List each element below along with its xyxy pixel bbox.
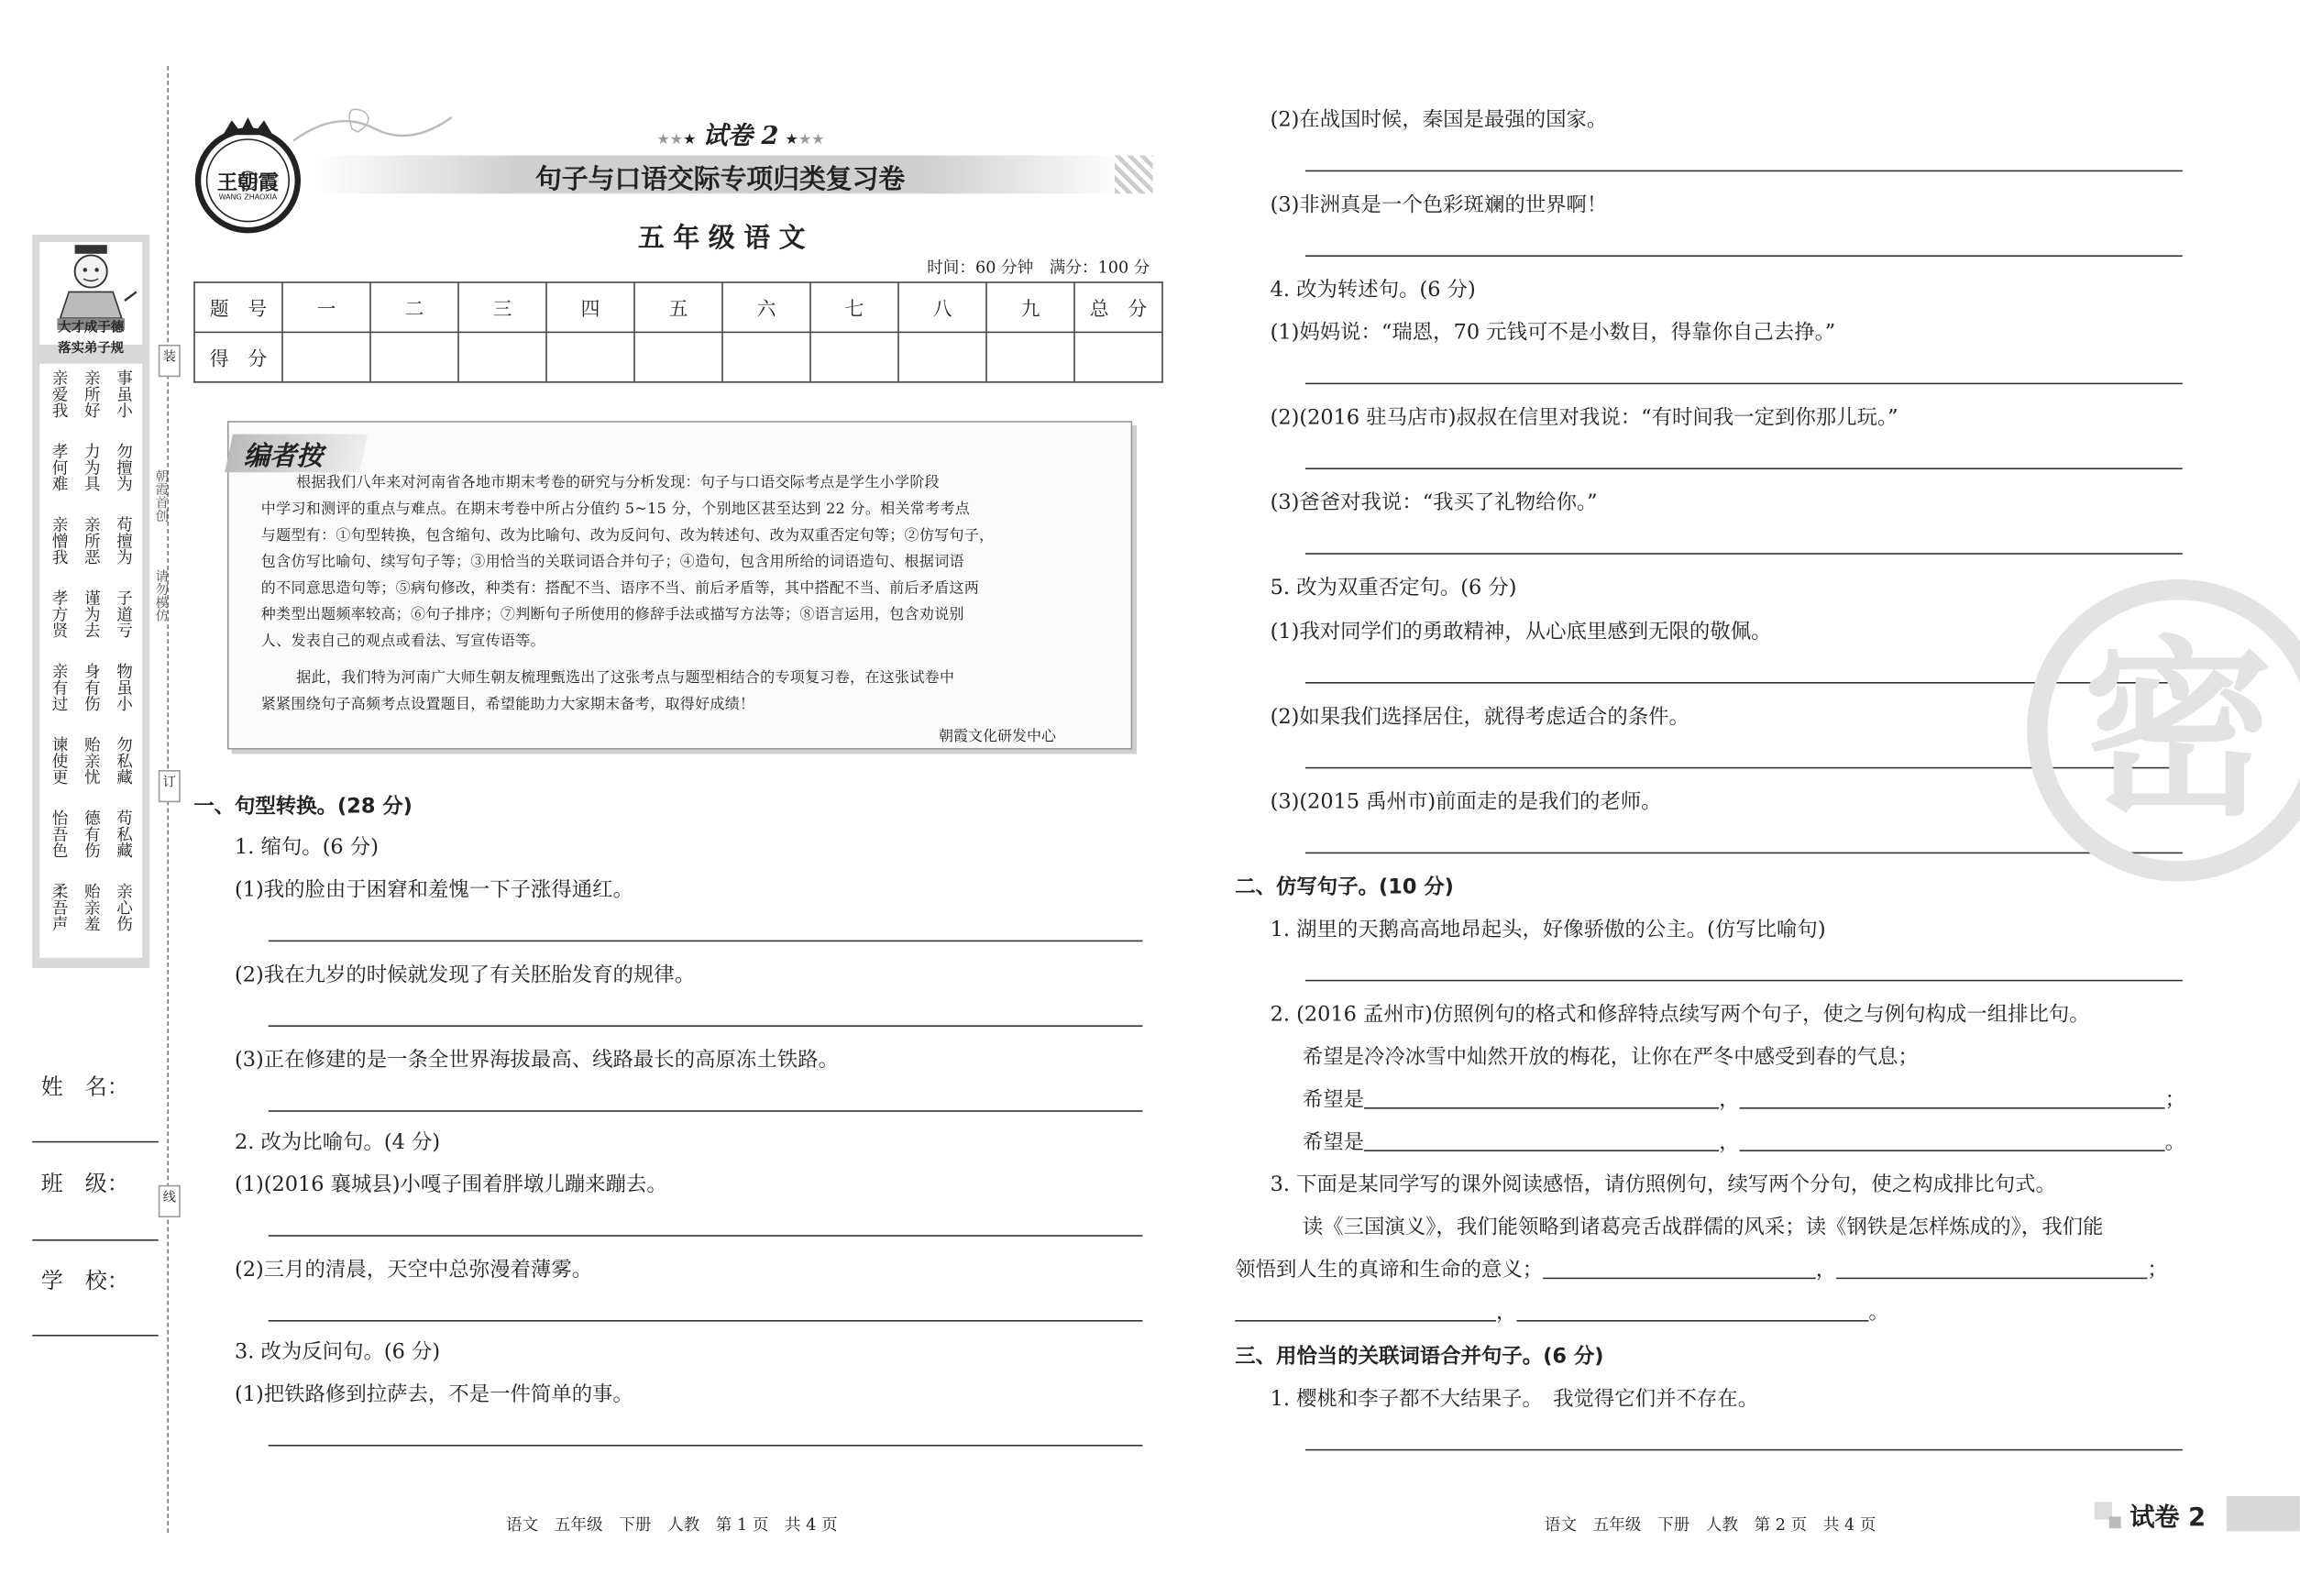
- score-header-cell: 八: [898, 282, 986, 332]
- class-input-line[interactable]: [32, 1239, 159, 1241]
- footer-right: 语文 五年级 下册 人教 第 2 页 共 4 页: [1544, 1514, 1876, 1535]
- question-item: (2)(2016 驻马店市)叔叔在信里对我说：“有时间我一定到你那儿玩。”: [1270, 406, 1898, 430]
- punct: 。: [1868, 1301, 1889, 1325]
- verse-column: 亲所好: [82, 369, 102, 418]
- answer-line[interactable]: [1305, 255, 2183, 257]
- fill-line: [1303, 1129, 2185, 1156]
- brand-logo: [188, 115, 308, 235]
- punct: ，: [1719, 1130, 1740, 1155]
- question-item: 1. 湖里的天鹅高高地昂起头，好像骄傲的公主。(仿写比喻句): [1270, 918, 1826, 942]
- verse-column: 柔吾声: [50, 883, 70, 931]
- score-input-cell[interactable]: [1074, 332, 1162, 381]
- question-item: (3)爸爸对我说：“我买了礼物给你。”: [1270, 491, 1598, 515]
- logo-sub: WANG ZHAOXIA: [218, 193, 278, 203]
- answer-line[interactable]: [1305, 1449, 2183, 1451]
- verse-column: 孝何难: [50, 443, 70, 491]
- verse-column: 谏使更: [50, 736, 70, 785]
- punct: ，: [1496, 1301, 1517, 1325]
- question-item: 3. 下面是某同学写的课外阅读感悟，请仿照例句，续写两个分句，使之构成排比句式。: [1270, 1173, 2056, 1197]
- punct: ，: [1719, 1088, 1740, 1112]
- verse-column: 贻亲羞: [82, 883, 102, 931]
- score-header-row: [194, 282, 1162, 332]
- fill-line: [1235, 1257, 2168, 1283]
- note-signature: 朝霞文化研发中心: [939, 729, 1056, 745]
- score-row-label: 得 分: [194, 332, 282, 381]
- note-line: 据此，我们特为河南广大师生朝友梳理甄选出了这张考点与题型相结合的专项复习卷，在这张试卷中: [296, 670, 955, 687]
- star-icon: ★: [785, 132, 798, 149]
- score-input-cell[interactable]: [898, 332, 986, 381]
- answer-line[interactable]: [1305, 171, 2183, 172]
- class-label: 班 级：: [40, 1170, 129, 1197]
- fill-line: [1235, 1300, 1889, 1326]
- name-input-line[interactable]: [32, 1141, 159, 1143]
- motto-line: 落实弟子规: [58, 341, 125, 357]
- verse-column: 物虽小: [114, 663, 134, 711]
- question-title: 3. 改为反问句。(6 分): [235, 1340, 441, 1364]
- score-header-cell: 一: [282, 282, 370, 332]
- reading-text: 读《三国演义》，我们能领略到诸葛亮舌战群儒的风采；读《钢铁是怎样炼成的》，我们能: [1302, 1216, 2104, 1239]
- badge-square-decor: [2109, 1516, 2121, 1528]
- question-item: (3)非洲真是一个色彩斑斓的世界啊！: [1270, 193, 1608, 217]
- question-title: 5. 改为双重否定句。(6 分): [1270, 576, 1517, 600]
- verse-column: 怡吾色: [50, 809, 70, 858]
- score-input-cell[interactable]: [810, 332, 898, 381]
- question-title: 1. 缩句。(6 分): [235, 836, 379, 860]
- verse-column: 谨为去: [82, 589, 102, 638]
- verse-column: 贻亲忧: [82, 736, 102, 785]
- verse-column: 子道亏: [114, 589, 134, 638]
- question-title: 4. 改为转述句。(6 分): [1270, 279, 1476, 303]
- question-item: (2)如果我们选择居住，就得考虑适合的条件。: [1270, 705, 1689, 730]
- question-item: (2)三月的清晨，天空中总弥漫着薄雾。: [235, 1258, 593, 1282]
- question-item: 2. (2016 孟州市)仿照例句的格式和修辞特点续写两个句子，使之与例句构成一组排比句。: [1270, 1003, 2090, 1027]
- footer-left: 语文 五年级 下册 人教 第 1 页 共 4 页: [506, 1514, 838, 1535]
- verse-column: 力为具: [82, 443, 102, 491]
- fill-prefix: 希望是: [1302, 1088, 1364, 1112]
- blank-input[interactable]: [1836, 1257, 2147, 1279]
- verse-column: 亲心伤: [114, 883, 134, 931]
- verse-column: 亲有过: [50, 663, 70, 711]
- note-line: 与题型有：①句型转换，包含缩句、改为比喻句、改为反问句、改为转述句、改为双重否定句等；②仿写句子，: [260, 528, 995, 545]
- note-line: 紧紧围绕句子高频考点设置题目，希望能助力大家期末备考，取得好成绩！: [260, 697, 755, 713]
- verse-column: 事虽小: [114, 369, 134, 418]
- school-input-line[interactable]: [32, 1335, 159, 1337]
- motto-line: 大才成于德: [58, 321, 125, 336]
- answer-line[interactable]: [269, 1320, 1143, 1322]
- score-header-cell: 题 号: [194, 282, 282, 332]
- score-header-cell: 九: [986, 282, 1074, 332]
- answer-line[interactable]: [1305, 553, 2183, 555]
- score-header-cell: 三: [458, 282, 546, 332]
- score-header-cell: 六: [722, 282, 810, 332]
- note-line: 根据我们八年来对河南省各地市期末考卷的研究与分析发现：句子与口语交际考点是学生小学阶段: [296, 475, 940, 491]
- question-item: (3)正在修建的是一条全世界海拔最高、线路最长的高原冻土铁路。: [235, 1049, 839, 1073]
- answer-line[interactable]: [1305, 980, 2183, 982]
- score-table: [193, 281, 1163, 382]
- score-input-cell[interactable]: [458, 332, 546, 381]
- question-item: (1)(2016 襄城县)小嘎子围着胖墩儿蹦来蹦去。: [235, 1173, 667, 1197]
- score-header-cell: 总 分: [1074, 282, 1162, 332]
- verse-column: 德有伤: [82, 809, 102, 858]
- score-header-cell: 二: [370, 282, 458, 332]
- question-item: (1)我的脸由于困窘和羞愧一下子涨得通红。: [235, 878, 633, 902]
- fill-line: [1303, 1087, 2185, 1114]
- answer-line[interactable]: [269, 941, 1143, 942]
- blank-input[interactable]: [1364, 1129, 1719, 1151]
- score-header-cell: 七: [810, 282, 898, 332]
- answer-line[interactable]: [269, 1110, 1143, 1112]
- star-icon: ★★: [798, 132, 825, 149]
- note-line: 种类型出题频率较高；⑥句子排序；⑦判断句子所使用的修辞手法或描写方法等；⑧语言运用，包含劝说别: [260, 607, 964, 623]
- verse-column: 勿擅为: [114, 443, 134, 491]
- section-heading: 二、仿写句子。(10 分): [1235, 875, 1454, 899]
- question-item: 1. 樱桃和李子都不大结果子。 我觉得它们并不存在。: [1270, 1387, 1759, 1412]
- verse-column: 苟私藏: [114, 809, 134, 858]
- punct: ；: [2164, 1088, 2185, 1112]
- punct: 。: [2164, 1130, 2185, 1155]
- blank-input[interactable]: [1740, 1129, 2165, 1151]
- section-heading: 一、句型转换。(28 分): [193, 795, 413, 819]
- note-heading: 编者按: [243, 441, 323, 473]
- subject-title: 五年级语文: [638, 223, 814, 254]
- time-info: 时间：60 分钟 满分：100 分: [927, 258, 1150, 278]
- question-item: (1)妈妈说：“瑞恩，70 元钱可不是小数目，得靠你自己去挣。”: [1270, 321, 1836, 345]
- cut-label: 订: [159, 770, 181, 802]
- question-item: (1)我对同学们的勇敢精神，从心底里感到无限的敬佩。: [1270, 620, 1772, 644]
- badge-bar: [2227, 1496, 2300, 1531]
- cut-label: 装: [159, 345, 181, 377]
- blank-input[interactable]: [1516, 1300, 1868, 1322]
- score-input-row: [194, 332, 1162, 381]
- footer-badge: 试卷 2: [2129, 1503, 2206, 1533]
- fill-prefix: 希望是: [1302, 1130, 1364, 1155]
- logo-text: 王朝霞: [216, 171, 279, 195]
- example-sentence: 希望是冷冷冰雪中灿然开放的梅花，让你在严冬中感受到春的气息；: [1302, 1045, 1919, 1070]
- verse-column: 亲所恶: [82, 516, 102, 565]
- score-input-cell[interactable]: [986, 332, 1074, 381]
- score-header-cell: 四: [546, 282, 634, 332]
- answer-line[interactable]: [269, 1445, 1143, 1447]
- score-input-cell[interactable]: [722, 332, 810, 381]
- score-input-cell[interactable]: [282, 332, 370, 381]
- note-line: 包含仿写比喻句、续写句子等；③用恰当的关联词语合并句子；④造句，包含用所给的词语造句、根据词语: [260, 554, 964, 571]
- star-icon: ★★: [656, 132, 684, 149]
- watermark-text: 密: [2082, 617, 2273, 842]
- series-label: 试卷 2: [702, 121, 779, 151]
- verse-column: 亲爱我: [50, 369, 70, 418]
- note-line: 人、发表自己的观点或看法、写宣传语等。: [260, 633, 545, 650]
- answer-line[interactable]: [1305, 383, 2183, 385]
- question-title: 2. 改为比喻句。(4 分): [235, 1130, 441, 1155]
- vertical-note: 请勿模仿: [152, 568, 168, 622]
- question-item: (3)(2015 禹州市)前面走的是我们的老师。: [1270, 790, 1662, 814]
- series-badge: [623, 115, 858, 151]
- blank-input[interactable]: [1364, 1087, 1719, 1109]
- reading-text: 领悟到人生的真谛和生命的意义；: [1235, 1258, 1544, 1282]
- answer-line[interactable]: [1305, 468, 2183, 469]
- name-label: 姓 名：: [40, 1073, 129, 1100]
- vertical-note: 朝霞首创: [152, 469, 168, 523]
- note-line: 的不同意思造句等；⑤病句修改，种类有：搭配不当、语序不当、前后矛盾等，其中搭配不当、前后矛盾这两: [260, 580, 980, 598]
- score-input-cell[interactable]: [370, 332, 458, 381]
- question-item: (1)把铁路修到拉萨去，不是一件简单的事。: [235, 1382, 633, 1407]
- score-input-cell[interactable]: [546, 332, 634, 381]
- section-heading: 三、用恰当的关联词语合并句子。(6 分): [1235, 1345, 1604, 1369]
- blank-input[interactable]: [1543, 1257, 1816, 1279]
- page-title: 句子与口语交际专项归类复习卷: [535, 164, 906, 195]
- score-header-cell: 五: [634, 282, 722, 332]
- punct: ，: [1815, 1258, 1837, 1282]
- school-label: 学 校：: [40, 1267, 129, 1294]
- verse-column: 勿私藏: [114, 736, 134, 785]
- verse-column: 苟擅为: [114, 516, 134, 565]
- verse-column: 孝方贤: [50, 589, 70, 638]
- cut-label: 线: [159, 1185, 181, 1217]
- verse-column: 亲憎我: [50, 516, 70, 565]
- answer-line[interactable]: [269, 1025, 1143, 1027]
- star-icon: ★: [683, 132, 697, 149]
- blank-input[interactable]: [1235, 1300, 1496, 1322]
- blank-input[interactable]: [1740, 1087, 2165, 1109]
- verse-column: 身有伤: [82, 663, 102, 711]
- punct: ；: [2147, 1258, 2168, 1282]
- answer-line[interactable]: [269, 1235, 1143, 1237]
- question-item: (2)在战国时候，秦国是最强的国家。: [1270, 108, 1608, 132]
- question-item: (2)我在九岁的时候就发现了有关胚胎发育的规律。: [235, 963, 696, 987]
- score-input-cell[interactable]: [634, 332, 722, 381]
- note-line: 中学习和测评的重点与难点。在期末考卷中所占分值约 5~15 分，个别地区甚至达到 22 分。相关常考考点: [260, 501, 971, 518]
